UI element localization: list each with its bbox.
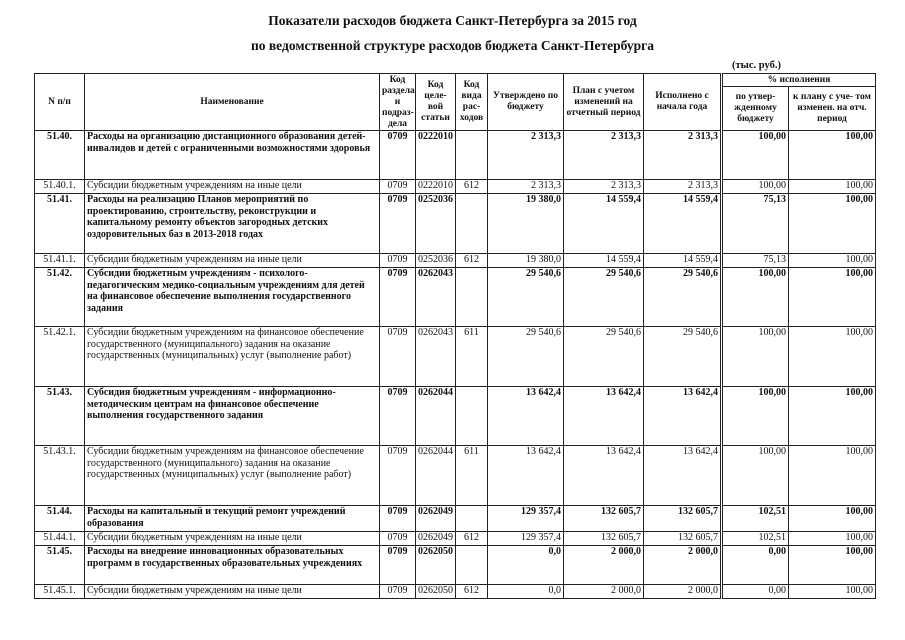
cell-pct-plan: 100,00 bbox=[789, 131, 876, 180]
cell-section: 0709 bbox=[380, 546, 416, 585]
table-row bbox=[35, 546, 876, 585]
header-num: N п/п bbox=[35, 74, 85, 131]
table-row bbox=[35, 387, 876, 446]
cell-section: 0709 bbox=[380, 327, 416, 387]
cell-pct-approved: 100,00 bbox=[722, 327, 789, 387]
cell-executed: 2 313,3 bbox=[644, 131, 722, 180]
cell-plan: 13 642,4 bbox=[564, 387, 644, 446]
cell-section: 0709 bbox=[380, 268, 416, 327]
cell-article: 0262049 bbox=[416, 532, 456, 546]
cell-name: Субсидия бюджетным учреждениям - информационно-методическим центрам на финансовое обеспечение выполнения государственного задания bbox=[85, 387, 380, 446]
cell-type: 612 bbox=[456, 180, 488, 194]
cell-name: Расходы на организацию дистанционного образования детей-инвалидов и детей с ограниченными возможностями здоровья bbox=[85, 131, 380, 180]
units-label: (тыс. руб.) bbox=[732, 60, 781, 71]
table-row bbox=[35, 194, 876, 254]
cell-article: 0252036 bbox=[416, 194, 456, 254]
cell-num: 51.44. bbox=[35, 506, 85, 532]
cell-type: 612 bbox=[456, 532, 488, 546]
cell-executed: 2 000,0 bbox=[644, 585, 722, 599]
cell-approved: 2 313,3 bbox=[488, 180, 564, 194]
cell-section: 0709 bbox=[380, 254, 416, 268]
cell-approved: 0,0 bbox=[488, 585, 564, 599]
cell-pct-approved: 100,00 bbox=[722, 446, 789, 506]
header-pct-plan: к плану с уче- том изменен. на отч. период bbox=[789, 87, 876, 131]
cell-type bbox=[456, 506, 488, 532]
cell-approved: 19 380,0 bbox=[488, 194, 564, 254]
cell-approved: 29 540,6 bbox=[488, 268, 564, 327]
cell-pct-plan: 100,00 bbox=[789, 446, 876, 506]
cell-pct-approved: 100,00 bbox=[722, 131, 789, 180]
cell-pct-plan: 100,00 bbox=[789, 268, 876, 327]
cell-section: 0709 bbox=[380, 585, 416, 599]
cell-plan: 14 559,4 bbox=[564, 254, 644, 268]
header-executed: Исполнено с начала года bbox=[644, 74, 722, 131]
cell-article: 0222010 bbox=[416, 131, 456, 180]
cell-type bbox=[456, 268, 488, 327]
cell-pct-approved: 75,13 bbox=[722, 194, 789, 254]
header-section: Код раздела и подраз- дела bbox=[380, 74, 416, 131]
header-pct-approved: по утвер- жденному бюджету bbox=[722, 87, 789, 131]
cell-approved: 29 540,6 bbox=[488, 327, 564, 387]
cell-num: 51.45. bbox=[35, 546, 85, 585]
cell-plan: 2 000,0 bbox=[564, 546, 644, 585]
cell-name: Расходы на внедрение инновационных образовательных программ в государственных образовательных учреждениях bbox=[85, 546, 380, 585]
document-title-line1: Показатели расходов бюджета Санкт-Петербурга за 2015 год bbox=[268, 13, 637, 28]
table-row bbox=[35, 506, 876, 532]
cell-plan: 132 605,7 bbox=[564, 506, 644, 532]
cell-name: Субсидии бюджетным учреждениям на финансовое обеспечение государственного (муниципального) задания на оказание государственных (муниципальных) услуг (выполнение работ) bbox=[85, 446, 380, 506]
cell-num: 51.42. bbox=[35, 268, 85, 327]
cell-num: 51.41. bbox=[35, 194, 85, 254]
cell-approved: 129 357,4 bbox=[488, 532, 564, 546]
cell-plan: 2 313,3 bbox=[564, 180, 644, 194]
cell-type: 611 bbox=[456, 446, 488, 506]
cell-name: Субсидии бюджетным учреждениям на финансовое обеспечение государственного (муниципального) задания на оказание государственных (муниципальных) услуг (выполнение работ) bbox=[85, 327, 380, 387]
cell-approved: 13 642,4 bbox=[488, 446, 564, 506]
cell-name: Расходы на реализацию Планов мероприятий по проектированию, строительству, реконструкции и капитальному ремонту объектов загородных детских оздоровительных баз в 2013-2018 годах bbox=[85, 194, 380, 254]
cell-pct-approved: 0,00 bbox=[722, 546, 789, 585]
cell-executed: 132 605,7 bbox=[644, 506, 722, 532]
cell-executed: 13 642,4 bbox=[644, 387, 722, 446]
cell-section: 0709 bbox=[380, 180, 416, 194]
table-row bbox=[35, 532, 876, 546]
table-row bbox=[35, 180, 876, 194]
cell-executed: 132 605,7 bbox=[644, 532, 722, 546]
cell-article: 0262043 bbox=[416, 268, 456, 327]
cell-plan: 29 540,6 bbox=[564, 268, 644, 327]
cell-type bbox=[456, 131, 488, 180]
cell-approved: 129 357,4 bbox=[488, 506, 564, 532]
table-row bbox=[35, 446, 876, 506]
header-plan: План с учетом изменений на отчетный период bbox=[564, 74, 644, 131]
cell-num: 51.40. bbox=[35, 131, 85, 180]
cell-num: 51.43. bbox=[35, 387, 85, 446]
document-title-line2: по ведомственной структуре расходов бюджета Санкт-Петербурга bbox=[250, 38, 655, 53]
cell-pct-plan: 100,00 bbox=[789, 180, 876, 194]
cell-pct-approved: 102,51 bbox=[722, 532, 789, 546]
cell-section: 0709 bbox=[380, 387, 416, 446]
cell-approved: 2 313,3 bbox=[488, 131, 564, 180]
cell-num: 51.42.1. bbox=[35, 327, 85, 387]
cell-pct-approved: 100,00 bbox=[722, 268, 789, 327]
cell-approved: 13 642,4 bbox=[488, 387, 564, 446]
cell-name: Субсидии бюджетным учреждениям на иные цели bbox=[85, 585, 380, 599]
cell-pct-plan: 100,00 bbox=[789, 532, 876, 546]
cell-pct-approved: 0,00 bbox=[722, 585, 789, 599]
table-row bbox=[35, 268, 876, 327]
cell-pct-approved: 100,00 bbox=[722, 180, 789, 194]
cell-name: Субсидии бюджетным учреждениям - психолого-педагогическим медико-социальным учреждениям для детей на финансовое обеспечение выполнения государственного задания bbox=[85, 268, 380, 327]
cell-pct-approved: 75,13 bbox=[722, 254, 789, 268]
cell-pct-approved: 100,00 bbox=[722, 387, 789, 446]
header-approved: Утверждено по бюджету bbox=[488, 74, 564, 131]
cell-article: 0262049 bbox=[416, 506, 456, 532]
cell-approved: 19 380,0 bbox=[488, 254, 564, 268]
cell-name: Субсидии бюджетным учреждениям на иные цели bbox=[85, 180, 380, 194]
cell-plan: 14 559,4 bbox=[564, 194, 644, 254]
header-article: Код целе- вой статьи bbox=[416, 74, 456, 131]
cell-num: 51.45.1. bbox=[35, 585, 85, 599]
cell-num: 51.44.1. bbox=[35, 532, 85, 546]
cell-num: 51.43.1. bbox=[35, 446, 85, 506]
cell-type bbox=[456, 387, 488, 446]
cell-type bbox=[456, 194, 488, 254]
cell-article: 0262050 bbox=[416, 546, 456, 585]
cell-pct-plan: 100,00 bbox=[789, 194, 876, 254]
table-body bbox=[35, 131, 876, 599]
cell-pct-plan: 100,00 bbox=[789, 387, 876, 446]
cell-article: 0262050 bbox=[416, 585, 456, 599]
cell-executed: 14 559,4 bbox=[644, 194, 722, 254]
table-row bbox=[35, 254, 876, 268]
cell-article: 0262044 bbox=[416, 446, 456, 506]
cell-pct-plan: 100,00 bbox=[789, 546, 876, 585]
cell-pct-plan: 100,00 bbox=[789, 506, 876, 532]
header-type: Код вида рас- ходов bbox=[456, 74, 488, 131]
cell-executed: 29 540,6 bbox=[644, 268, 722, 327]
header-name: Наименование bbox=[85, 74, 380, 131]
cell-plan: 132 605,7 bbox=[564, 532, 644, 546]
cell-executed: 14 559,4 bbox=[644, 254, 722, 268]
table-row bbox=[35, 131, 876, 180]
cell-section: 0709 bbox=[380, 446, 416, 506]
cell-plan: 2 000,0 bbox=[564, 585, 644, 599]
cell-name: Субсидии бюджетным учреждениям на иные цели bbox=[85, 254, 380, 268]
cell-type bbox=[456, 546, 488, 585]
cell-pct-approved: 102,51 bbox=[722, 506, 789, 532]
cell-type: 612 bbox=[456, 585, 488, 599]
cell-type: 612 bbox=[456, 254, 488, 268]
cell-article: 0252036 bbox=[416, 254, 456, 268]
cell-pct-plan: 100,00 bbox=[789, 327, 876, 387]
cell-executed: 2 313,3 bbox=[644, 180, 722, 194]
cell-approved: 0,0 bbox=[488, 546, 564, 585]
cell-section: 0709 bbox=[380, 532, 416, 546]
cell-type: 611 bbox=[456, 327, 488, 387]
cell-name: Субсидии бюджетным учреждениям на иные цели bbox=[85, 532, 380, 546]
cell-article: 0262044 bbox=[416, 387, 456, 446]
cell-executed: 13 642,4 bbox=[644, 446, 722, 506]
cell-name: Расходы на капитальный и текущий ремонт учреждений образования bbox=[85, 506, 380, 532]
cell-executed: 29 540,6 bbox=[644, 327, 722, 387]
table-row bbox=[35, 327, 876, 387]
cell-pct-plan: 100,00 bbox=[789, 585, 876, 599]
cell-plan: 29 540,6 bbox=[564, 327, 644, 387]
table-row bbox=[35, 585, 876, 599]
cell-num: 51.40.1. bbox=[35, 180, 85, 194]
expenses-table bbox=[34, 73, 876, 599]
cell-plan: 2 313,3 bbox=[564, 131, 644, 180]
cell-plan: 13 642,4 bbox=[564, 446, 644, 506]
cell-num: 51.41.1. bbox=[35, 254, 85, 268]
cell-section: 0709 bbox=[380, 506, 416, 532]
cell-pct-plan: 100,00 bbox=[789, 254, 876, 268]
cell-section: 0709 bbox=[380, 131, 416, 180]
cell-article: 0262043 bbox=[416, 327, 456, 387]
cell-section: 0709 bbox=[380, 194, 416, 254]
header-percent-group: % исполнения bbox=[722, 74, 876, 87]
cell-executed: 2 000,0 bbox=[644, 546, 722, 585]
cell-article: 0222010 bbox=[416, 180, 456, 194]
